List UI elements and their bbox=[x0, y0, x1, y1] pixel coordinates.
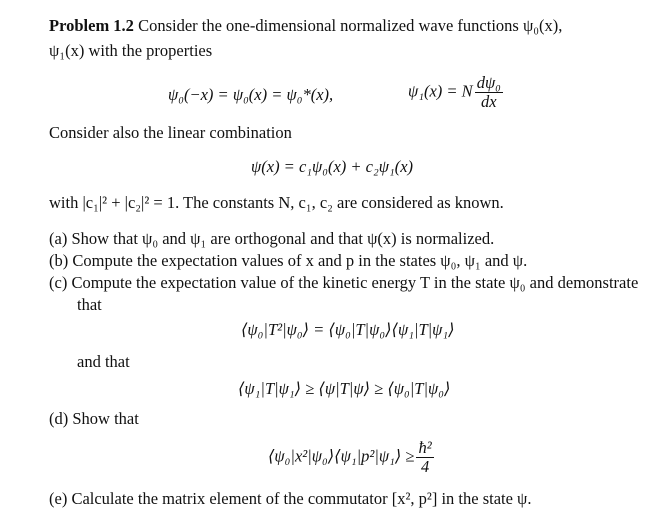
intro-line-2: ψ₁(x) with the properties bbox=[49, 41, 213, 60]
part-d: (d) Show that bbox=[49, 409, 139, 428]
uncertainty-numerator: ħ² bbox=[418, 438, 432, 457]
uncertainty-fraction bbox=[416, 439, 433, 476]
part-e: (e) Calculate the matrix element of the commutator [x², p²] in the state ψ. bbox=[49, 489, 532, 508]
equation-kinetic-square: ⟨ψ₀|T²|ψ₀⟩ = ⟨ψ₀|T|ψ₀⟩⟨ψ₁|T|ψ₁⟩ bbox=[241, 320, 455, 339]
derivative-fraction bbox=[475, 74, 503, 111]
problem-label: Problem 1.2 bbox=[49, 16, 134, 35]
part-b: (b) Compute the expectation values of x and p in the states ψ₀, ψ₁ and ψ. bbox=[49, 251, 528, 270]
normalization-text: with |c₁|² + |c₂|² = 1. The constants N, c₁, c₂ are considered as known. bbox=[49, 193, 504, 212]
part-c-and-that: and that bbox=[77, 352, 130, 371]
uncertainty-denominator: 4 bbox=[420, 457, 430, 476]
equation-kinetic-inequality: ⟨ψ₁|T|ψ₁⟩ ≥ ⟨ψ|T|ψ⟩ ≥ ⟨ψ₀|T|ψ₀⟩ bbox=[238, 379, 451, 398]
part-a: (a) Show that ψ₀ and ψ₁ are orthogonal and that ψ(x) is normalized. bbox=[49, 229, 495, 248]
part-c-line-1: (c) Compute the expectation value of the kinetic energy T in the state ψ₀ and demonstrate bbox=[49, 273, 639, 292]
equation-parity: ψ₀(−x) = ψ₀(x) = ψ₀*(x), bbox=[168, 85, 334, 104]
equation-uncertainty-lhs: ⟨ψ₀|x²|ψ₀⟩⟨ψ₁|p²|ψ₁⟩ ≥ bbox=[268, 446, 415, 466]
equation-derivative bbox=[408, 74, 505, 111]
equation-derivative-lhs: ψ₁(x) = N bbox=[408, 81, 473, 101]
derivative-denominator: dx bbox=[481, 92, 497, 111]
linear-combination-text: Consider also the linear combination bbox=[49, 123, 292, 142]
part-c-line-2: that bbox=[77, 295, 102, 314]
intro-text-1: Consider the one-dimensional normalized wave functions ψ₀(x), bbox=[138, 16, 563, 35]
intro-line-1 bbox=[49, 16, 562, 36]
derivative-numerator: dψ₀ bbox=[476, 73, 501, 92]
equation-uncertainty bbox=[268, 439, 436, 476]
equation-linear-combination: ψ(x) = c₁ψ₀(x) + c₂ψ₁(x) bbox=[251, 157, 414, 176]
